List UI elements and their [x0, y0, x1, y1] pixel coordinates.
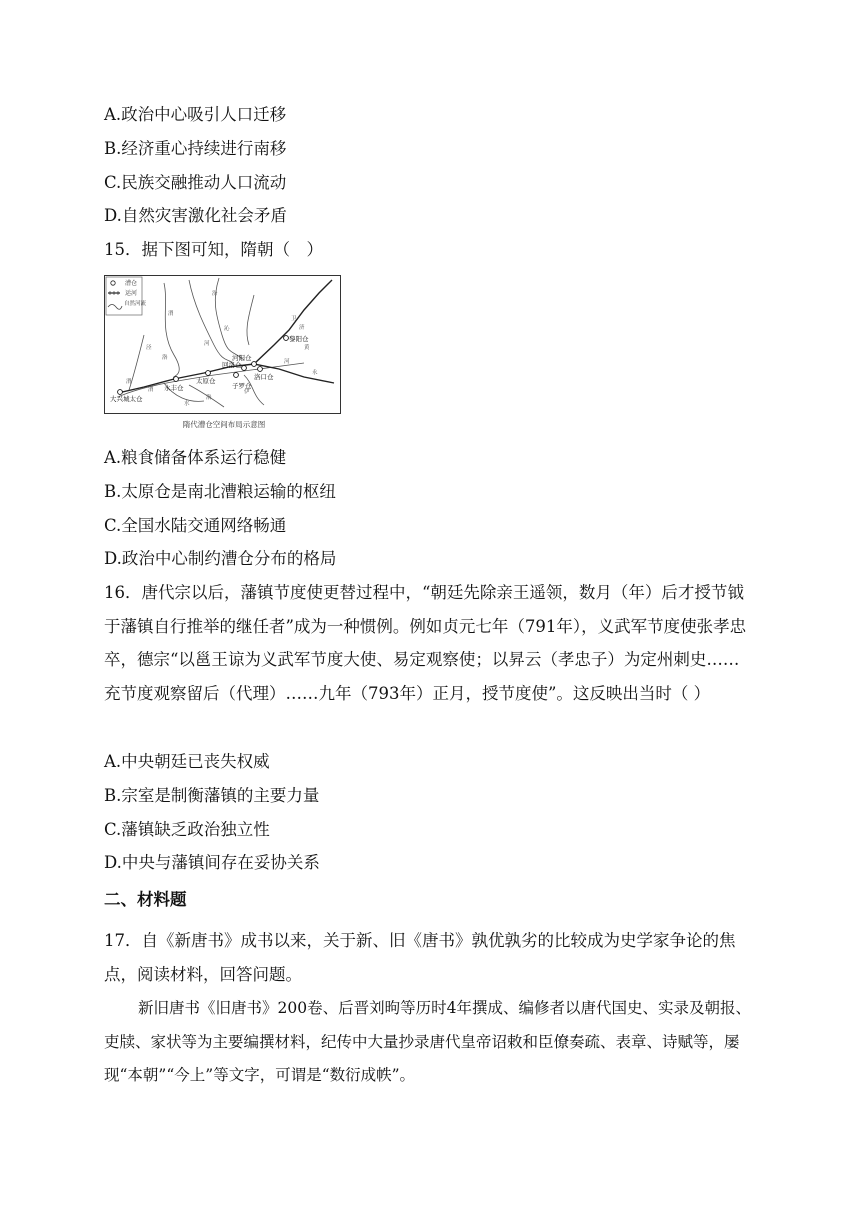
- river-label: 济: [299, 325, 305, 331]
- river-label: 水: [184, 401, 190, 407]
- q15-option-c: C.全国水陆交通网络畅通: [104, 516, 287, 535]
- river-label: 永: [312, 370, 318, 376]
- river-label: 洛: [206, 395, 212, 401]
- granary-legend-icon: [111, 281, 115, 285]
- q14-option-b: B.经济重心持续进行南移: [104, 139, 287, 158]
- legend-canal: 运河: [125, 290, 138, 297]
- river-label: 黄: [304, 345, 310, 351]
- q16-stem: 16．唐代宗以后，藩镇节度使更替过程中，“朝廷先除亲王遥领，数月（年）后才授节钺于藩镇自行推举的继任者”成为一种惯例。例如贞元七年（791年），义武军节度使张孝忠卒，德宗“以邕王谅为义武军节度大使、易定观察使；以昇云（孝忠子）为定州刺史……充节度观察留后（代理）……九年（793年）正月，授节度使”。这反映出当时（ ）: [104, 583, 747, 703]
- q17-stem: 17．自《新唐书》成书以来，关于新、旧《唐书》孰优孰劣的比较成为史学家争论的焦点，阅读材料，回答问题。: [104, 931, 736, 984]
- q15-option-d: D.政治中心制约漕仓分布的格局: [104, 549, 337, 568]
- legend-granary: 漕仓: [125, 280, 138, 287]
- granary-liyang: [284, 336, 289, 341]
- granary-map-figure: [104, 275, 345, 437]
- granary-ziluo: [234, 373, 239, 378]
- label-huiluo: 回洛仓: [222, 361, 242, 369]
- q15-option-a: A.粮食储备体系运行稳健: [104, 448, 287, 467]
- granary-luokou: [258, 367, 263, 372]
- label-taiyuan: 太原仓: [196, 377, 216, 385]
- section-heading: 二、材料题: [104, 890, 187, 909]
- map-caption: 隋代漕仓空间布局示意图: [182, 420, 266, 429]
- granary-yongfeng: [174, 377, 179, 382]
- q16-option-b: B.宗室是制衡藩镇的主要力量: [104, 786, 320, 805]
- river-label: 泾: [146, 345, 152, 351]
- q15-stem: 15．据下图可知，隋朝（ ）: [104, 240, 323, 259]
- river-label: 渭: [168, 311, 174, 317]
- river-label: 渭: [126, 379, 132, 385]
- label-luokou: 洛口仓: [254, 373, 274, 381]
- label-daxing: 大兴城太仓: [110, 395, 143, 403]
- label-yongfeng: 永丰仓: [164, 384, 184, 392]
- granary-taiyuan: [206, 371, 211, 376]
- granary-map: [104, 275, 345, 437]
- q16-option-d: D.中央与藩镇间存在妥协关系: [104, 853, 320, 872]
- q14-option-c: C.民族交融推动人口流动: [104, 173, 287, 192]
- q16-option-a: A.中央朝廷已丧失权威: [104, 752, 270, 771]
- label-heyang: 河阳仓: [232, 354, 252, 362]
- q17-material: 新旧唐书《旧唐书》200卷、后晋刘昫等历时4年撰成、编修者以唐代国史、实录及朝报、吏牍、家状等为主要编撰材料，纪传中大量抄录唐代皇帝诏敕和臣僚奏疏、表章、诗赋等，屡现“本朝”“今上”等文字，可谓是“数衍成帙”。: [104, 999, 751, 1085]
- legend-river: 自然河流: [124, 301, 147, 307]
- q15-option-b: B.太原仓是南北漕粮运输的枢纽: [104, 482, 336, 501]
- river-label: 河: [204, 341, 210, 347]
- granary-heyang: [252, 362, 257, 367]
- river-label: 渭: [148, 387, 154, 393]
- granary-daxing: [118, 390, 123, 395]
- river-label: 河: [284, 359, 290, 365]
- q14-option-a: A.政治中心吸引人口迁移: [104, 105, 287, 124]
- label-liyang: 黎阳仓: [289, 335, 309, 343]
- river-label: 汾: [212, 291, 218, 297]
- q16-option-c: C.藩镇缺乏政治独立性: [104, 820, 270, 839]
- river-label: 洛: [162, 355, 168, 361]
- q14-option-d: D.自然灾害激化社会矛盾: [104, 206, 287, 225]
- river-label: 卫: [291, 316, 297, 322]
- river-label: 伊: [244, 389, 250, 395]
- granary-huiluo: [242, 366, 247, 371]
- river-label: 沁: [224, 326, 230, 332]
- label-ziluo: 子罗仓: [232, 382, 252, 390]
